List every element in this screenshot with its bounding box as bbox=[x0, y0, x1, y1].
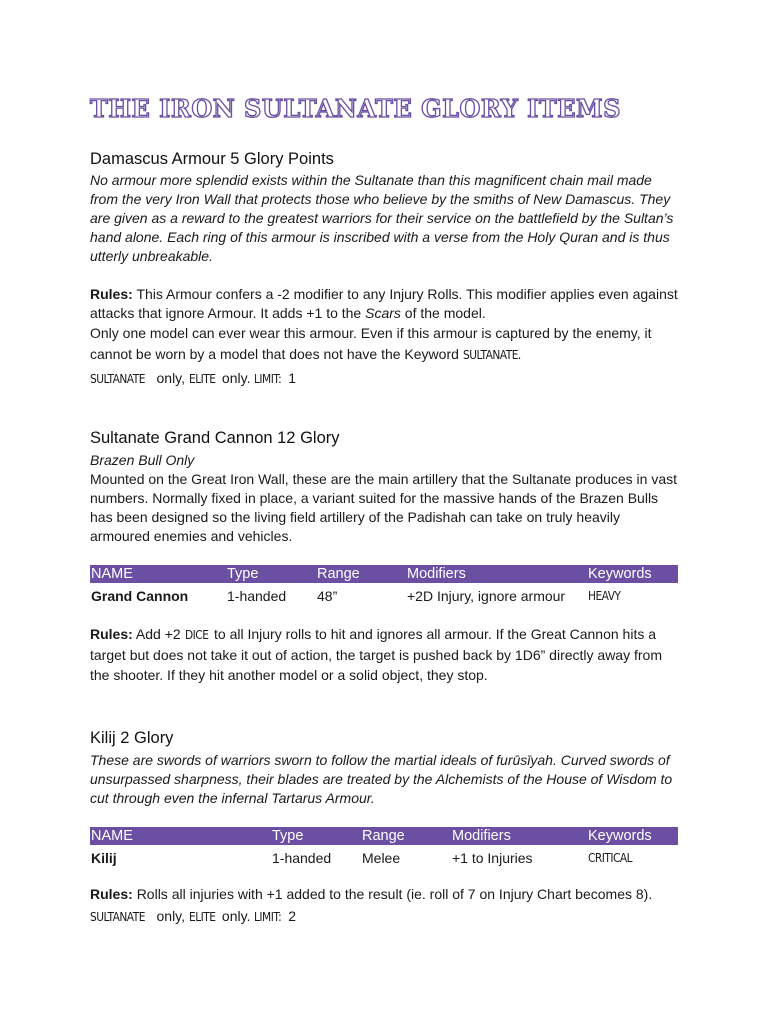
limit-text: only, bbox=[156, 908, 186, 924]
damascus-limit-line bbox=[90, 369, 680, 388]
keyword-elite: ELITE bbox=[188, 371, 216, 386]
header-type: Type bbox=[271, 827, 361, 845]
limit-text: only. bbox=[221, 370, 251, 386]
kilij-flavor-text: These are swords of warriors sworn to follow the martial ideals of furūsīyah. Curved swords of unsurpassed sharpness, their blades are treated by the Alchemists of the House of Wisdom to cut through even the infernal Tartarus Armour. bbox=[90, 752, 673, 806]
rules-label: Rules: bbox=[90, 626, 133, 642]
rules-text: Add +2 bbox=[135, 626, 181, 642]
limit-text: only. bbox=[221, 908, 251, 924]
kilij-stats-table bbox=[90, 827, 678, 870]
cell-type: 1-handed bbox=[272, 849, 332, 866]
keyword-sultanate: SULTANATE bbox=[90, 371, 145, 386]
cell-modifiers: +1 to Injuries bbox=[452, 849, 533, 866]
damascus-flavor-text: No armour more splendid exists within the Sultanate than this magnificent chain mail made from the very Iron Wall that protects those who believe by the smiths of New Damascus. They are given as a reward to the greatest warriors for their service on the battlefield by the Sultan’s hand alone. Each ring of this armour is inscribed with a verse from the Holy Quran and is thus utterly unbreakable. bbox=[90, 172, 674, 264]
cannon-subtitle: Brazen Bull Only bbox=[90, 452, 195, 468]
rules-label: Rules: bbox=[90, 886, 133, 902]
keyword-sultanate: SULTANATE. bbox=[462, 347, 521, 362]
header-modifiers: Modifiers bbox=[406, 565, 587, 583]
rules-text: of the model. bbox=[404, 305, 486, 321]
keyword-sultanate: SULTANATE bbox=[90, 909, 145, 924]
header-modifiers: Modifiers bbox=[451, 827, 587, 845]
rules-text: This Armour confers a -2 modifier to any Injury Rolls. This modifier applies even against attacks that ignore Armour. It adds +1 to the bbox=[90, 286, 678, 321]
cell-type: 1-handed bbox=[227, 587, 287, 604]
kilij-rules bbox=[90, 885, 680, 904]
cell-keywords bbox=[587, 845, 678, 870]
rules-text: to all Injury rolls to hit and ignores all armour. If the Great Cannon hits a target but does not take it out of action, the target is pushed back by 1D6” directly away from the shooter. If they hit another model or a solid object, they stop. bbox=[90, 626, 662, 683]
limit-text: only, bbox=[156, 370, 186, 386]
damascus-rules bbox=[90, 285, 680, 323]
damascus-armour-section bbox=[90, 148, 680, 388]
damascus-heading: Damascus Armour 5 Glory Points bbox=[90, 150, 334, 168]
limit-value: 1 bbox=[288, 370, 297, 386]
page-title: THE IRON SULTANATE GLORY ITEMS bbox=[90, 94, 621, 123]
rules-label: Rules: bbox=[90, 286, 133, 302]
cannon-description: Mounted on the Great Iron Wall, these are the main artillery that the Sultanate produces in vast numbers. Normally fixed in place, a variant suited for the massive hands of the Brazen Bulls has been designed so the living field artillery of the Padishah can take on truly heavily armoured enemies and vehicles. bbox=[90, 471, 678, 544]
cannon-rules bbox=[90, 624, 680, 685]
scars-term: Scars bbox=[365, 305, 401, 321]
keyword-limit: LIMIT: bbox=[254, 371, 282, 386]
cell-keywords bbox=[587, 583, 678, 608]
table-row bbox=[90, 845, 678, 870]
keyword-limit: LIMIT: bbox=[254, 909, 282, 924]
table-row bbox=[90, 583, 678, 608]
header-name: NAME bbox=[90, 565, 226, 583]
header-range: Range bbox=[361, 827, 451, 845]
cell-range: 48” bbox=[317, 587, 338, 604]
cell-modifiers: +2D Injury, ignore armour bbox=[407, 587, 566, 604]
header-keywords: Keywords bbox=[587, 827, 678, 845]
kilij-section bbox=[90, 727, 680, 926]
grand-cannon-section bbox=[90, 427, 680, 685]
table-header-row bbox=[90, 827, 678, 845]
rules-text: Only one model can ever wear this armour. Even if this armour is captured by the enemy, it cannot be worn by a model that does not have the Keyword bbox=[90, 325, 652, 362]
header-name: NAME bbox=[90, 827, 271, 845]
damascus-rules-2 bbox=[90, 323, 680, 365]
rules-text: Rolls all injuries with +1 added to the result (ie. roll of 7 on Injury Chart becomes 8). bbox=[136, 886, 653, 902]
cannon-heading: Sultanate Grand Cannon 12 Glory bbox=[90, 429, 340, 447]
keyword-elite: ELITE bbox=[188, 909, 216, 924]
table-header-row bbox=[90, 565, 678, 583]
cell-name: Grand Cannon bbox=[91, 587, 189, 604]
header-range: Range bbox=[316, 565, 406, 583]
keyword-critical: CRITICAL bbox=[588, 850, 633, 865]
keyword-heavy: HEAVY bbox=[588, 588, 621, 603]
kilij-heading: Kilij 2 Glory bbox=[90, 729, 174, 747]
limit-value: 2 bbox=[288, 908, 297, 924]
header-keywords: Keywords bbox=[587, 565, 678, 583]
kilij-limit-line bbox=[90, 907, 680, 926]
keyword-dice: DICE bbox=[184, 627, 208, 642]
cell-range: Melee bbox=[362, 849, 401, 866]
cannon-stats-table bbox=[90, 565, 678, 608]
header-type: Type bbox=[226, 565, 316, 583]
cell-name: Kilij bbox=[91, 849, 117, 866]
